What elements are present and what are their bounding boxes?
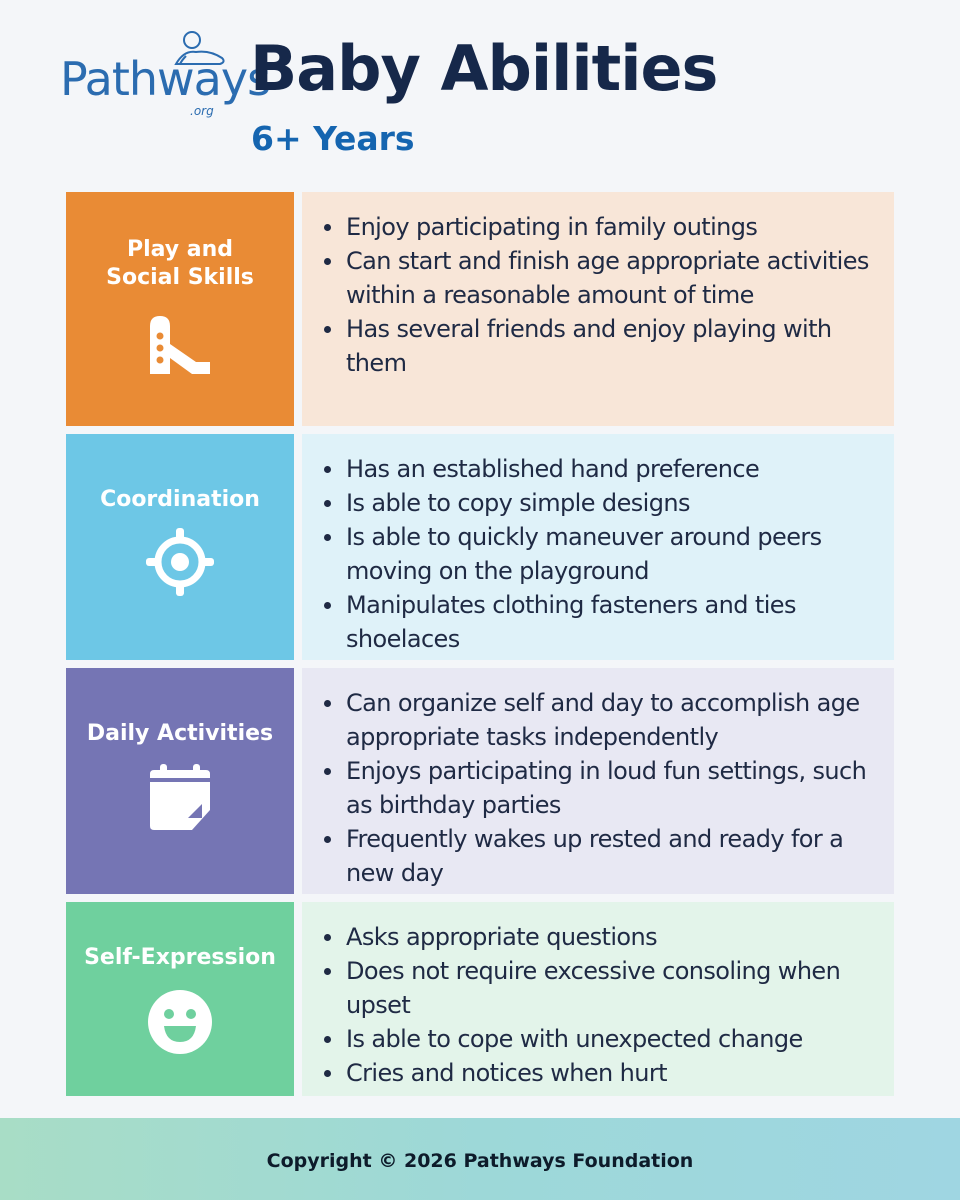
slide-icon	[142, 304, 218, 380]
list-item: Cries and notices when hurt	[320, 1056, 880, 1090]
category-label	[66, 720, 294, 748]
list-item: Does not require excessive consoling when upset	[320, 954, 880, 1022]
section-coordination	[66, 434, 894, 660]
page-title: Baby Abilities	[250, 32, 718, 105]
header	[0, 0, 960, 180]
list-item: Has several friends and enjoy playing with them	[320, 312, 880, 380]
abilities-list	[320, 920, 880, 1090]
logo-suffix: .org	[190, 104, 214, 118]
smiley-icon	[142, 984, 218, 1060]
list-item: Enjoys participating in loud fun settings, such as birthday parties	[320, 754, 880, 822]
list-item: Asks appropriate questions	[320, 920, 880, 954]
pathways-logo[interactable]	[60, 30, 271, 130]
logo-wordmark: Pathways	[60, 52, 271, 106]
section-self-expression	[66, 902, 894, 1096]
abilities-list	[320, 686, 880, 890]
list-item: Is able to copy simple designs	[320, 486, 880, 520]
abilities-list	[320, 452, 880, 656]
section-daily-activities	[66, 668, 894, 894]
category-panel	[66, 668, 294, 894]
target-icon	[142, 524, 218, 600]
page-subtitle: 6+ Years	[251, 119, 415, 158]
category-label	[66, 486, 294, 514]
category-label-line: Social Skills	[106, 265, 254, 290]
list-item: Frequently wakes up rested and ready for a new day	[320, 822, 880, 890]
category-label-line: Self-Expression	[84, 945, 276, 970]
abilities-list	[320, 210, 880, 380]
list-item: Is able to cope with unexpected change	[320, 1022, 880, 1056]
list-item: Manipulates clothing fasteners and ties shoelaces	[320, 588, 880, 656]
abilities-list-box	[302, 192, 894, 426]
category-panel	[66, 434, 294, 660]
category-label-line: Coordination	[100, 487, 260, 512]
list-item: Has an established hand preference	[320, 452, 880, 486]
list-item: Can organize self and day to accomplish age appropriate tasks independently	[320, 686, 880, 754]
category-label	[66, 236, 294, 292]
abilities-list-box	[302, 668, 894, 894]
category-panel	[66, 192, 294, 426]
list-item: Is able to quickly maneuver around peers moving on the playground	[320, 520, 880, 588]
footer	[0, 1118, 960, 1200]
list-item: Can start and finish age appropriate activities within a reasonable amount of time	[320, 244, 880, 312]
category-label-line: Play and	[126, 237, 234, 262]
list-item: Enjoy participating in family outings	[320, 210, 880, 244]
category-label-line: Daily Activities	[86, 721, 274, 746]
abilities-list-box	[302, 902, 894, 1096]
abilities-list-box	[302, 434, 894, 660]
section-play-social	[66, 192, 894, 426]
copyright-text: Copyright © 2026 Pathways Foundation	[266, 1150, 694, 1172]
category-panel	[66, 902, 294, 1096]
calendar-icon	[142, 760, 218, 836]
category-label	[66, 944, 294, 972]
